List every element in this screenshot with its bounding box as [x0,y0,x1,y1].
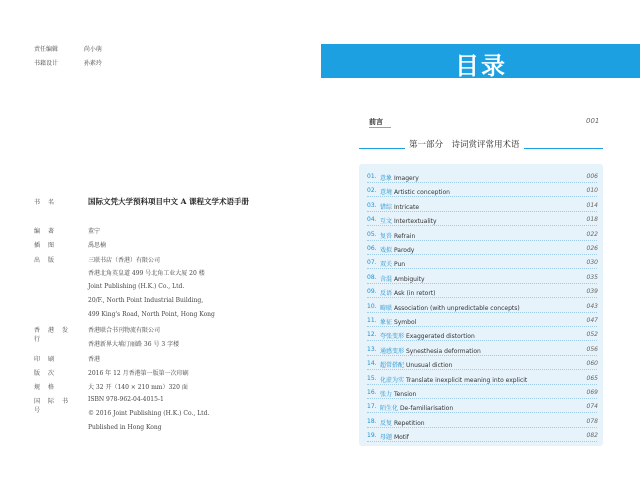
toc-item[interactable] [367,303,597,317]
toc-item-page: 065 [586,374,598,382]
toc-item-page: 043 [586,302,598,310]
toc-item-chinese: 反复 [380,419,393,427]
contents-page [321,0,640,480]
toc-item-page: 022 [586,230,598,238]
toc-item-number: 10. [367,302,377,310]
toc-dotted-rule [367,211,597,212]
toc-dotted-rule [367,441,597,442]
toc-item-number: 09. [367,288,377,296]
toc-item-chinese: 复沓 [380,232,393,240]
toc-item-title [380,259,405,268]
toc-item[interactable] [367,231,597,245]
publication-value: 董宁 [88,228,101,235]
toc-item-english: Refrain [393,232,416,240]
publication-value: ISBN 978-962-04-4015-1 [88,396,164,403]
toc-item-number: 12. [367,331,377,339]
toc-item-number: 14. [367,360,377,368]
publication-value: 禹思楠 [88,242,107,249]
toc-item-number: 13. [367,345,377,353]
toc-dotted-rule [367,398,597,399]
toc-item-title [380,216,437,225]
toc-item-number: 06. [367,245,377,252]
toc-item[interactable] [367,288,597,302]
toc-item-english: Artistic conception [393,189,450,197]
toc-item-english: Motif [393,434,409,442]
toc-item-number: 02. [367,187,377,195]
toc-item[interactable] [367,331,597,345]
toc-item-chinese: 意境 [380,189,393,197]
toc-item-page: 074 [586,403,598,411]
toc-list [359,164,603,446]
publication-value: 20/F., North Point Industrial Building, [88,297,204,304]
publication-label: 印刷 [34,356,63,363]
toc-item-page: 010 [586,187,598,195]
toc-item-number: 19. [367,432,377,440]
toc-item-title [380,389,416,398]
toc-item-page: 030 [586,259,598,267]
toc-item-number: 16. [367,389,377,396]
toc-item-page: 082 [586,432,598,440]
toc-item-chinese: 双关 [380,261,393,269]
toc-dotted-rule [367,369,597,370]
toc-dotted-rule [367,297,597,298]
toc-item-chinese: 超常搭配 [380,362,405,370]
toc-item-page: 052 [586,331,598,339]
toc-dotted-rule [367,196,597,197]
toc-item-english: De-familiarisation [399,405,454,413]
toc-item-chinese: 母题 [380,434,393,442]
toc-dotted-rule [367,384,597,385]
publication-value: 2016 年 12 月香港第一版第一次印刷 [88,370,189,377]
contents-banner [321,44,640,78]
toc-item-title [380,346,481,355]
toc-item-page: 056 [586,345,598,353]
toc-item[interactable] [367,403,597,417]
toc-item-number: 04. [367,216,377,224]
toc-item[interactable] [367,432,597,446]
toc-item-chinese: 陌生化 [380,405,399,413]
toc-dotted-rule [367,254,597,255]
toc-item-english: Intertextuality [393,218,437,226]
toc-item-page: 047 [586,317,598,324]
toc-item-chinese: 畸联 [380,304,393,312]
credit-value: 孙素玲 [83,60,102,67]
publication-value: 499 King's Road, North Point, Hong Kong [88,311,215,318]
toc-item[interactable] [367,317,597,331]
toc-item-title [380,274,425,283]
toc-item-chinese: 通感变形 [380,347,405,355]
toc-item[interactable] [367,375,597,389]
toc-dotted-rule [367,326,597,327]
toc-item-page: 060 [586,360,598,368]
toc-item[interactable] [367,245,597,259]
toc-item-chinese: 错综 [380,203,393,211]
toc-item-title [380,231,415,240]
publication-value: 香港北角英皇道 499 号北角工业大厦 20 楼 [88,270,205,277]
toc-item[interactable] [367,202,597,216]
publication-label: 香港发行 [34,327,77,343]
toc-item-english: Parody [393,247,415,254]
toc-item-chinese: 夸张变形 [380,333,405,341]
toc-item-english: Tension [393,391,417,398]
toc-dotted-rule [367,312,597,313]
toc-item-english: Association (with unpredictable concepts) [393,304,520,312]
toc-item-chinese: 张力 [380,391,393,398]
publication-label: 出版 [34,257,63,264]
toc-item-english: Imagery [393,175,419,182]
toc-item-english: Ambiguity [393,275,425,283]
toc-item-number: 17. [367,403,377,411]
toc-item-english: Unusual diction [405,362,453,370]
credit-value: 尚小萌 [83,46,102,53]
toc-item-title [380,187,450,196]
toc-dotted-rule [367,283,597,284]
publication-label: 书名 [34,199,63,206]
publication-label: 插图 [34,242,63,249]
toc-item-number: 08. [367,273,377,281]
publication-label: 国际书号 [34,398,77,414]
publication-value: Published in Hong Kong [88,424,162,431]
toc-dotted-rule [367,355,597,356]
toc-item-page: 039 [586,288,598,296]
toc-item-chinese: 化虚为实 [380,376,405,384]
toc-dotted-rule [367,182,597,183]
toc-item-number: 18. [367,417,377,425]
toc-item-number: 15. [367,374,377,382]
publication-label: 规格 [34,384,63,391]
toc-item[interactable] [367,187,597,201]
toc-item-english: Pun [393,261,406,269]
credit-editor [34,44,102,53]
preface-label[interactable]: 前言 [369,118,383,126]
toc-item-title [380,317,416,326]
publication-label: 版次 [34,370,63,377]
publication-value: 香港联合书刊物流有限公司 [88,327,161,334]
toc-item-chinese: 反语 [380,290,393,298]
toc-item-page: 014 [586,201,598,209]
toc-item-title [380,303,520,312]
toc-item-title [380,173,419,182]
credit-designer [34,58,102,67]
toc-dotted-rule [367,340,597,341]
toc-item-chinese: 象征 [380,319,393,326]
toc-item[interactable] [367,259,597,273]
toc-item-title [380,331,475,340]
publication-value: 三联书店（香港）有限公司 [88,257,161,264]
toc-item-number: 03. [367,201,377,209]
toc-item[interactable] [367,346,597,360]
toc-item-page: 035 [586,273,598,281]
toc-item-number: 01. [367,173,377,180]
toc-item-page: 069 [586,389,598,396]
toc-item-english: Repetition [393,419,425,427]
toc-item-page: 006 [586,173,598,180]
toc-item-title [380,288,435,297]
toc-item-title [380,432,409,441]
toc-dotted-rule [367,412,597,413]
contents-title: 目录 [455,52,507,80]
toc-dotted-rule [367,268,597,269]
toc-item-chinese: 互文 [380,218,393,226]
credit-label: 责任编辑 [34,46,59,53]
toc-item[interactable] [367,216,597,230]
toc-item[interactable] [367,418,597,432]
toc-item-english: Intricate [393,203,420,211]
toc-item-title [380,403,453,412]
toc-item-page: 078 [586,417,598,425]
publication-value: © 2016 Joint Publishing (H.K.) Co., Ltd. [88,410,210,417]
toc-item-title [380,375,527,384]
toc-item-title [380,245,414,254]
toc-item-english: Translate inexplicit meaning into explicit [405,376,528,384]
toc-item-page: 018 [586,216,598,224]
toc-dotted-rule [367,240,597,241]
toc-item-page: 026 [586,245,598,252]
toc-item[interactable] [367,173,597,187]
toc-item-chinese: 意象 [380,175,393,182]
toc-item-title [380,418,425,427]
toc-item-title [380,360,452,369]
toc-item[interactable] [367,274,597,288]
toc-item-chinese: 含混 [380,275,393,283]
toc-item-title [380,202,419,211]
toc-item-number: 11. [367,317,377,324]
credit-label: 书籍设计 [34,60,59,67]
part-title: 第一部分 诗词赏评常用术语 [405,138,524,150]
toc-item-chinese: 戏拟 [380,247,393,254]
preface-page-number: 001 [586,117,600,125]
toc-item-english: Synesthesia deformation [405,347,481,355]
toc-item[interactable] [367,360,597,374]
publication-value: 大 32 开（140 × 210 mm）320 面 [88,384,188,391]
toc-dotted-rule [367,427,597,428]
toc-item-english: Exaggerated distortion [405,333,475,341]
publication-value: 国际文凭大学预科项目中文 A 课程文学术语手册 [88,197,250,206]
preface-underline [369,127,391,129]
publication-label: 编著 [34,228,63,235]
toc-dotted-rule [367,225,597,226]
publication-value: 香港 [88,356,101,363]
toc-item-number: 05. [367,230,377,238]
toc-item-english: Ask (in retort) [393,290,436,298]
publication-value: 香港新界大埔汀丽路 36 号 3 字楼 [88,341,180,348]
publication-value: Joint Publishing (H.K.) Co., Ltd. [88,283,185,290]
toc-item[interactable] [367,389,597,403]
toc-item-english: Symbol [393,319,417,326]
toc-item-number: 07. [367,259,377,267]
